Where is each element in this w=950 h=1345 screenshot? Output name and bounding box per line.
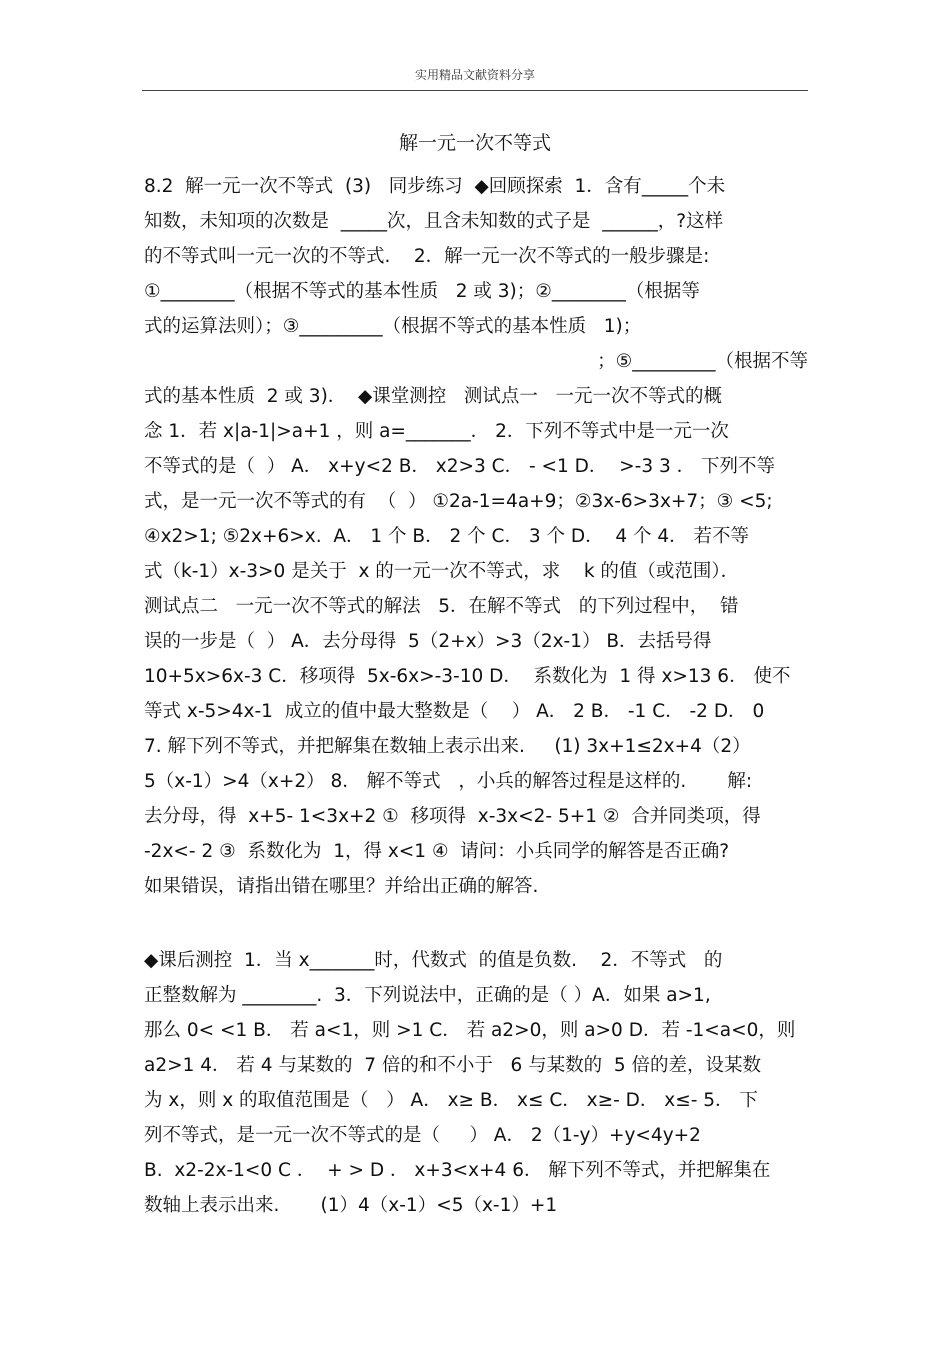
document-title: 解一元一次不等式 (398, 132, 551, 154)
text-line: 等式 x-5>4x-1 成立的值中最大整数是（ ） A． 2 B． -1 C． -2 D． 0 (144, 701, 765, 722)
text-line: 为 x，则 x 的取值范围是（ ） A． x≥ B． x≤ C． x≥- D． x≤- 5． 下 (144, 1090, 758, 1111)
header-rule (142, 90, 808, 91)
text-line: 8.2 解一元一次不等式 (3) 同步练习 ◆回顾探索 1．含有_____个未 (144, 176, 726, 197)
text-line: 10+5x>6x-3 C．移项得 5x-6x>-3-10 D． 系数化为 1 得 x>13 6． 使不 (144, 666, 791, 687)
text-line: 如果错误，请指出错在哪里？并给出正确的解答. (144, 876, 539, 897)
text-line: 式，是一元一次不等式的有 （ ） ①2a-1=4a+9；②3x-6>3x+7；③ <5; (144, 491, 773, 512)
text-line: ；⑤_________（根据不等 (597, 351, 808, 372)
text-line: -2x<- 2 ③ 系数化为 1，得 x<1 ④ 请问：小兵同学的解答是否正确? (144, 841, 730, 862)
text-line: 式的运算法则）；③_________（根据不等式的基本性质 1)； (144, 316, 642, 337)
page-header: 实用精品文献资料分享 (414, 68, 535, 82)
text-line: B. x2-2x-1<0 C ． + > D ． x+3<x+4 6． 解下列不等式，并把解集在 (144, 1160, 771, 1181)
paragraph-exercises (144, 169, 808, 904)
text-line: ◆课后测控 1．当 x_______时，代数式 的值是负数. 2．不等式 的 (144, 950, 723, 971)
text-line: 的不等式叫一元一次的不等式. 2．解一元一次不等式的一般步骤是: (144, 246, 710, 267)
text-line: 去分母，得 x+5- 1<3x+2 ① 移项得 x-3x<2- 5+1 ② 合并同类项，得 (144, 806, 761, 827)
text-line: 式的基本性质 2 或 3)． ◆课堂测控 测试点一 一元一次不等式的概 (144, 386, 723, 407)
text-line: 测试点二 一元一次不等式的解法 5．在解不等式 的下列过程中， 错 (144, 596, 739, 617)
text-line: ①________（根据不等式的基本性质 2 或 3)；②________（根据等 (144, 281, 700, 302)
text-line: 5（x-1）>4（x+2） 8． 解不等式 ，小兵的解答过程是这样的. 解: (144, 771, 753, 792)
text-line: 那么 0< <1 B． 若 a<1，则 >1 C． 若 a2>0，则 a>0 D．若 -1<a<0，则 (144, 1020, 796, 1041)
text-line: 念 1．若 x|a-1|>a+1 ，则 a=_______． 2．下列不等式中是一元一次 (144, 421, 729, 442)
text-line: ④x2>1; ⑤2x+6>x. A． 1 个 B． 2 个 C． 3 个 D． 4 个 4． 若不等 (144, 526, 750, 547)
text-line: 正整数解为 ________. 3．下列说法中，正确的是（ ）A．如果 a>1, (144, 985, 711, 1006)
text-line: 列不等式，是一元一次不等式的是（ ） A． 2（1-y）+y<4y+2 (144, 1125, 701, 1146)
text-line: 式（k-1）x-3>0 是关于 x 的一元一次不等式，求 k 的值（或范围）． (144, 561, 740, 582)
paragraph-homework (144, 943, 808, 1223)
text-line: 7. 解下列不等式，并把解集在数轴上表示出来. (1) 3x+1≤2x+4（2） (144, 736, 751, 757)
text-line: 知数，未知项的次数是 _____次，且含未知数的式子是 ______，?这样 (144, 211, 724, 232)
text-line: 误的一步是（ ） A．去分母得 5（2+x）>3（2x-1） B．去括号得 (144, 631, 712, 652)
text-line: 不等式的是（ ） A． x+y<2 B． x2>3 C． - <1 D． >-3 3 ． 下列不等 (144, 456, 776, 477)
text-line: a2>1 4． 若 4 与某数的 7 倍的和不小于 6 与某数的 5 倍的差，设某数 (144, 1055, 762, 1076)
text-line: 数轴上表示出来. (1）4（x-1）<5（x-1）+1 (144, 1195, 558, 1216)
